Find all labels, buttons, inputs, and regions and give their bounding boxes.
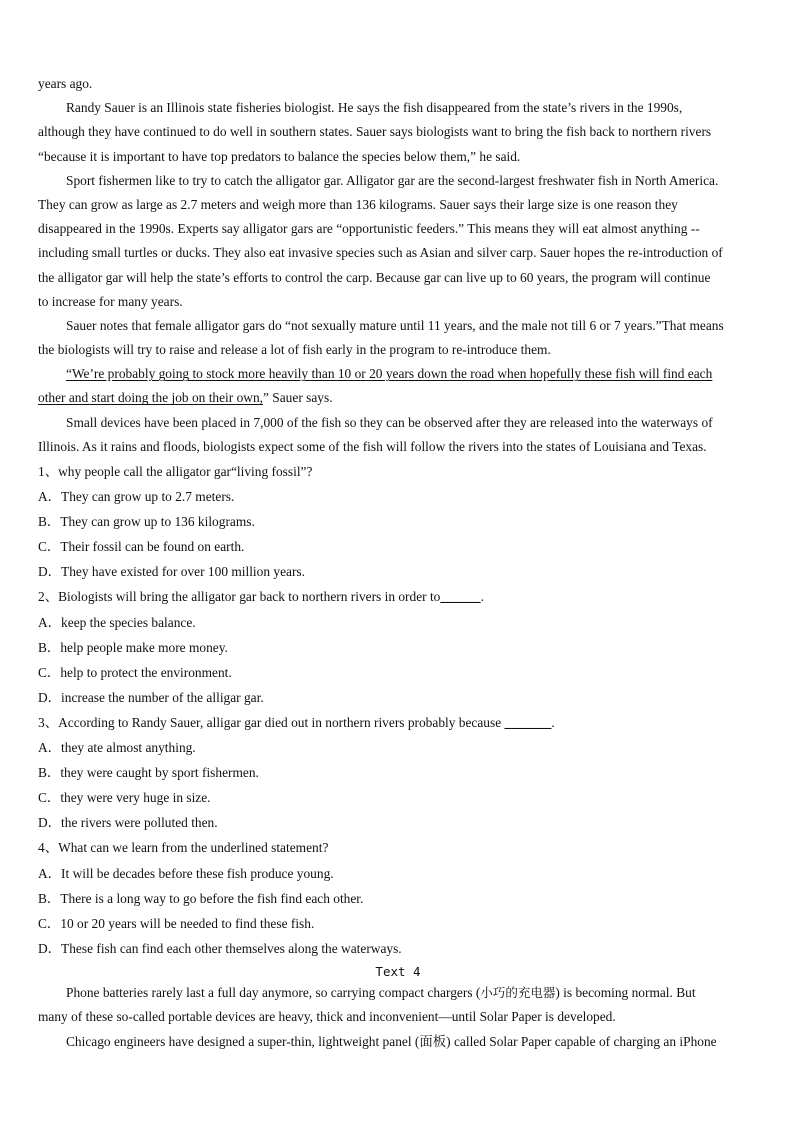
section-heading: Text 4 [375, 963, 421, 979]
passage-line: Randy Sauer is an Illinois state fisheries biologist. He says the fish disappeared from the state’s rivers in the 1990s, [66, 100, 683, 116]
answer-option[interactable]: B．they were caught by sport fishermen. [38, 765, 259, 781]
underlined-statement: “We’re probably going to stock more heavily than 10 or 20 years down the road when hopefully these fish will find each [66, 366, 713, 382]
question-stem-end: . [551, 714, 555, 730]
underlined-statement-line [38, 362, 758, 386]
chinese-gloss: 面板 [419, 1033, 447, 1049]
question-stem [38, 710, 758, 735]
text-4-section [38, 963, 758, 1055]
chinese-gloss: 小巧的充电器 [480, 984, 556, 1000]
answer-option[interactable]: D．These fish can find each other themselves along the waterways. [38, 940, 402, 956]
question-stem [38, 584, 758, 609]
answer-option[interactable]: B．They can grow up to 136 kilograms. [38, 514, 255, 530]
questions [38, 459, 758, 961]
answer-option[interactable]: A．they ate almost anything. [38, 740, 196, 756]
question-1 [38, 459, 758, 584]
answer-blank[interactable]: _______ [504, 714, 552, 730]
answer-option[interactable]: B．help people make more money. [38, 639, 228, 655]
passage-line: Illinois. As it rains and floods, biologists expect some of the fish will follow the rivers into the states of Louisiana and Texas. [38, 438, 707, 454]
passage-line: years ago. [38, 76, 93, 91]
passage-line: many of these so-called portable devices are heavy, thick and inconvenient—until Solar Paper is developed. [38, 1009, 616, 1025]
passage-text: ) called Solar Paper capable of charging an iPhone [446, 1033, 717, 1049]
answer-option[interactable]: A．keep the species balance. [38, 614, 196, 630]
passage-line: Sport fishermen like to try to catch the alligator gar. Alligator gar are the second-largest freshwater fish in North America. [66, 172, 719, 188]
answer-blank[interactable]: ______ [440, 589, 481, 605]
passage-line: They can grow as large as 2.7 meters and weigh more than 136 kilograms. Sauer says their large size is one reason they [38, 196, 678, 212]
answer-option[interactable]: C．they were very huge in size. [38, 790, 211, 806]
passage-text: Chicago engineers have designed a super-thin, lightweight panel ( [66, 1033, 420, 1049]
passage-line [38, 981, 758, 1006]
question-4 [38, 835, 758, 960]
answer-option[interactable]: A．They can grow up to 2.7 meters. [38, 489, 235, 505]
passage-line: although they have continued to do well in southern states. Sauer says biologists want to bring the fish back to northern rivers [38, 124, 712, 140]
question-stem-text: 3、According to Randy Sauer, alligar gar died out in northern rivers probably because [38, 714, 505, 730]
answer-option[interactable]: C．help to protect the environment. [38, 664, 232, 680]
answer-option[interactable]: C．Their fossil can be found on earth. [38, 539, 245, 555]
question-stem: 4、What can we learn from the underlined statement? [38, 840, 329, 856]
passage-text: Phone batteries rarely last a full day anymore, so carrying compact chargers ( [66, 984, 481, 1000]
passage-line: “because it is important to have top predators to balance the species below them,” he said. [38, 148, 521, 164]
passage-line: the biologists will try to raise and release a lot of fish early in the program to re-introduce them. [38, 342, 551, 358]
passage-line: the alligator gar will help the state’s efforts to control the carp. Because gar can live up to 60 years, the program will continue [38, 269, 711, 285]
passage-line: to increase for many years. [38, 293, 183, 309]
passage [38, 72, 758, 459]
answer-option[interactable]: D．the rivers were polluted then. [38, 815, 218, 831]
passage-line: Sauer notes that female alligator gars do “not sexually mature until 11 years, and the male not till 6 or 7 years.”That means [66, 317, 724, 333]
answer-option[interactable]: A．It will be decades before these fish produce young. [38, 865, 334, 881]
underlined-statement-line [38, 386, 758, 410]
passage-text: ) is becoming normal. But [555, 984, 696, 1000]
question-stem-end: . [480, 589, 484, 605]
question-2 [38, 584, 758, 709]
underlined-statement: other and start doing the job on their own, [38, 390, 263, 406]
passage-line: Small devices have been placed in 7,000 of the fish so they can be observed after they are released into the waterways of [66, 414, 713, 430]
answer-option[interactable]: B．There is a long way to go before the fish find each other. [38, 890, 364, 906]
passage-line: including small turtles or ducks. They also eat invasive species such as Asian and silver carp. Sauer hopes the re-introduction of [38, 245, 723, 261]
question-stem-text: 2、Biologists will bring the alligator gar back to northern rivers in order to [38, 589, 441, 605]
quote-attribution: ” Sauer says. [263, 390, 333, 406]
question-3 [38, 710, 758, 835]
answer-option[interactable]: C．10 or 20 years will be needed to find these fish. [38, 915, 315, 931]
passage-line: disappeared in the 1990s. Experts say alligator gars are “opportunistic feeders.” This means they will eat almost anything -- [38, 221, 700, 237]
answer-option[interactable]: D．They have existed for over 100 million years. [38, 564, 305, 580]
document-page [38, 72, 758, 1054]
answer-option[interactable]: D．increase the number of the alligar gar. [38, 689, 264, 705]
passage-line [38, 1030, 758, 1055]
question-stem: 1、why people call the alligator gar“living fossil”? [38, 464, 313, 479]
